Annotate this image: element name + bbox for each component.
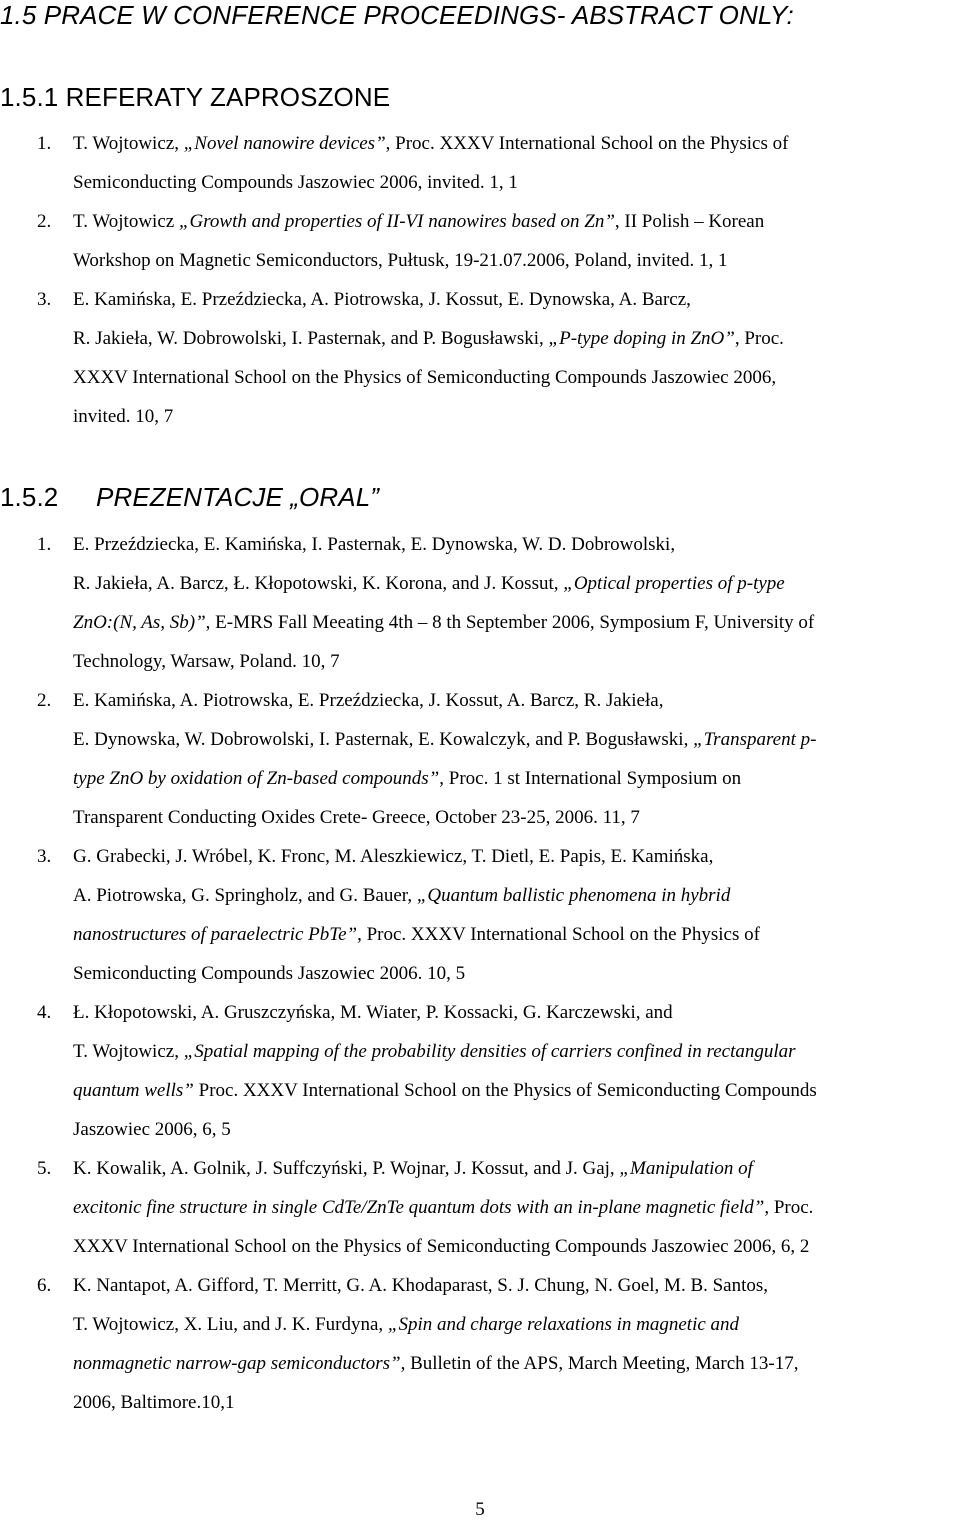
item-number: 2. — [37, 211, 52, 232]
talk-title: „Spatial mapping of the probability densities of carriers confined in rectangular — [183, 1041, 796, 1062]
item-number: 5. — [37, 1158, 52, 1179]
subsection-title: PREZENTACJE „ORAL” — [96, 482, 380, 512]
item-line: 2006, Baltimore.10,1 — [73, 1392, 235, 1413]
item-number: 6. — [37, 1275, 52, 1296]
list-item — [0, 202, 960, 280]
subsection-heading-oral — [0, 482, 379, 513]
item-line: Technology, Warsaw, Poland. 10, 7 — [73, 651, 340, 672]
talk-title: excitonic fine structure in single CdTe/ZnTe quantum dots with an in-plane magnetic field” — [73, 1197, 765, 1218]
item-line: Workshop on Magnetic Semiconductors, Pułtusk, 19-21.07.2006, Poland, invited. 1, 1 — [73, 250, 728, 271]
list-item — [0, 525, 960, 681]
subsection-number: 1.5.2 — [0, 482, 59, 512]
item-number: 1. — [37, 534, 52, 555]
talk-title: ZnO:(N, As, Sb)” — [73, 612, 206, 633]
talk-title: „P-type doping in ZnO” — [548, 328, 735, 349]
item-line: XXXV International School on the Physics of Semiconducting Compounds Jaszowiec 2006, 6, 2 — [73, 1236, 810, 1257]
item-line: R. Jakieła, A. Barcz, Ł. Kłopotowski, K. Korona, and J. Kossut, „Optical properties of p-type — [73, 573, 785, 594]
item-line: type ZnO by oxidation of Zn-based compounds”, Proc. 1 st International Symposium on — [73, 768, 742, 789]
talk-title: nanostructures of paraelectric PbTe” — [73, 924, 358, 945]
item-number: 3. — [37, 846, 52, 867]
item-line: nonmagnetic narrow-gap semiconductors”, Bulletin of the APS, March Meeting, March 13-17, — [73, 1353, 799, 1374]
oral-presentations-list — [0, 525, 960, 1422]
item-line: Jaszowiec 2006, 6, 5 — [73, 1119, 231, 1140]
item-line: ZnO:(N, As, Sb)”, E-MRS Fall Meeating 4th – 8 th September 2006, Symposium F, University of — [73, 612, 815, 633]
item-line: Semiconducting Compounds Jaszowiec 2006. 10, 5 — [73, 963, 466, 984]
item-line: XXXV International School on the Physics of Semiconducting Compounds Jaszowiec 2006, — [73, 367, 777, 388]
talk-title: „Novel nanowire devices” — [183, 133, 386, 154]
talk-title: „Optical properties of p-type — [563, 573, 785, 594]
talk-title: „Spin and charge relaxations in magnetic and — [387, 1314, 740, 1335]
talk-title: „Transparent p- — [693, 729, 817, 750]
list-item — [0, 681, 960, 837]
item-line: Transparent Conducting Oxides Crete- Greece, October 23-25, 2006. 11, 7 — [73, 807, 640, 828]
list-item — [0, 280, 960, 436]
item-line: R. Jakieła, W. Dobrowolski, I. Pasternak, and P. Bogusławski, „P-type doping in ZnO”, Proc. — [73, 328, 784, 349]
talk-title: „Manipulation of — [619, 1158, 753, 1179]
item-line: nanostructures of paraelectric PbTe”, Proc. XXXV International School on the Physics of — [73, 924, 760, 945]
list-item — [0, 993, 960, 1149]
item-line: E. Kamińska, A. Piotrowska, E. Przeździecka, J. Kossut, A. Barcz, R. Jakieła, — [73, 690, 664, 711]
list-item — [0, 124, 960, 202]
item-number: 1. — [37, 133, 52, 154]
item-line: quantum wells” Proc. XXXV International School on the Physics of Semiconducting Compounds — [73, 1080, 817, 1101]
talk-title: „Growth and properties of II-VI nanowires based on Zn” — [178, 211, 615, 232]
item-line: invited. 10, 7 — [73, 406, 174, 427]
talk-title: nonmagnetic narrow-gap semiconductors” — [73, 1353, 401, 1374]
list-item — [0, 1266, 960, 1422]
item-line: E. Dynowska, W. Dobrowolski, I. Pasternak, E. Kowalczyk, and P. Bogusławski, „Transparent p- — [73, 729, 817, 750]
item-line: E. Kamińska, E. Przeździecka, A. Piotrowska, J. Kossut, E. Dynowska, A. Barcz, — [73, 289, 691, 310]
item-line: T. Wojtowicz „Growth and properties of II-VI nanowires based on Zn”, II Polish – Korean — [73, 211, 765, 232]
item-line: T. Wojtowicz, „Spatial mapping of the probability densities of carriers confined in rectangular — [73, 1041, 796, 1062]
list-item — [0, 837, 960, 993]
talk-title: quantum wells” — [73, 1080, 194, 1101]
subsection-heading-invited: 1.5.1 REFERATY ZAPROSZONE — [0, 82, 391, 112]
item-line: E. Przeździecka, E. Kamińska, I. Pasternak, E. Dynowska, W. D. Dobrowolski, — [73, 534, 676, 555]
item-line: T. Wojtowicz, X. Liu, and J. K. Furdyna, „Spin and charge relaxations in magnetic and — [73, 1314, 740, 1335]
item-line: K. Kowalik, A. Golnik, J. Suffczyński, P. Wojnar, J. Kossut, and J. Gaj, „Manipulation of — [73, 1158, 753, 1179]
page-number: 5 — [475, 1499, 485, 1520]
talk-title: „Quantum ballistic phenomena in hybrid — [416, 885, 731, 906]
item-number: 3. — [37, 289, 52, 310]
section-heading: 1.5 PRACE W CONFERENCE PROCEEDINGS- ABSTRACT ONLY: — [0, 0, 794, 30]
item-line: T. Wojtowicz, „Novel nanowire devices”, Proc. XXXV International School on the Physics of — [73, 133, 789, 154]
item-line: A. Piotrowska, G. Springholz, and G. Bauer, „Quantum ballistic phenomena in hybrid — [73, 885, 731, 906]
item-line: K. Nantapot, A. Gifford, T. Merritt, G. A. Khodaparast, S. J. Chung, N. Goel, M. B. Santos, — [73, 1275, 769, 1296]
item-number: 4. — [37, 1002, 52, 1023]
item-number: 2. — [37, 690, 52, 711]
invited-talks-list — [0, 124, 960, 436]
item-line: Ł. Kłopotowski, A. Gruszczyńska, M. Wiater, P. Kossacki, G. Karczewski, and — [73, 1002, 673, 1023]
list-item — [0, 1149, 960, 1266]
item-line: G. Grabecki, J. Wróbel, K. Fronc, M. Aleszkiewicz, T. Dietl, E. Papis, E. Kamińska, — [73, 846, 714, 867]
item-line: Semiconducting Compounds Jaszowiec 2006, invited. 1, 1 — [73, 172, 518, 193]
talk-title: type ZnO by oxidation of Zn-based compounds” — [73, 768, 440, 789]
item-line: excitonic fine structure in single CdTe/ZnTe quantum dots with an in-plane magnetic field”, Proc. — [73, 1197, 814, 1218]
